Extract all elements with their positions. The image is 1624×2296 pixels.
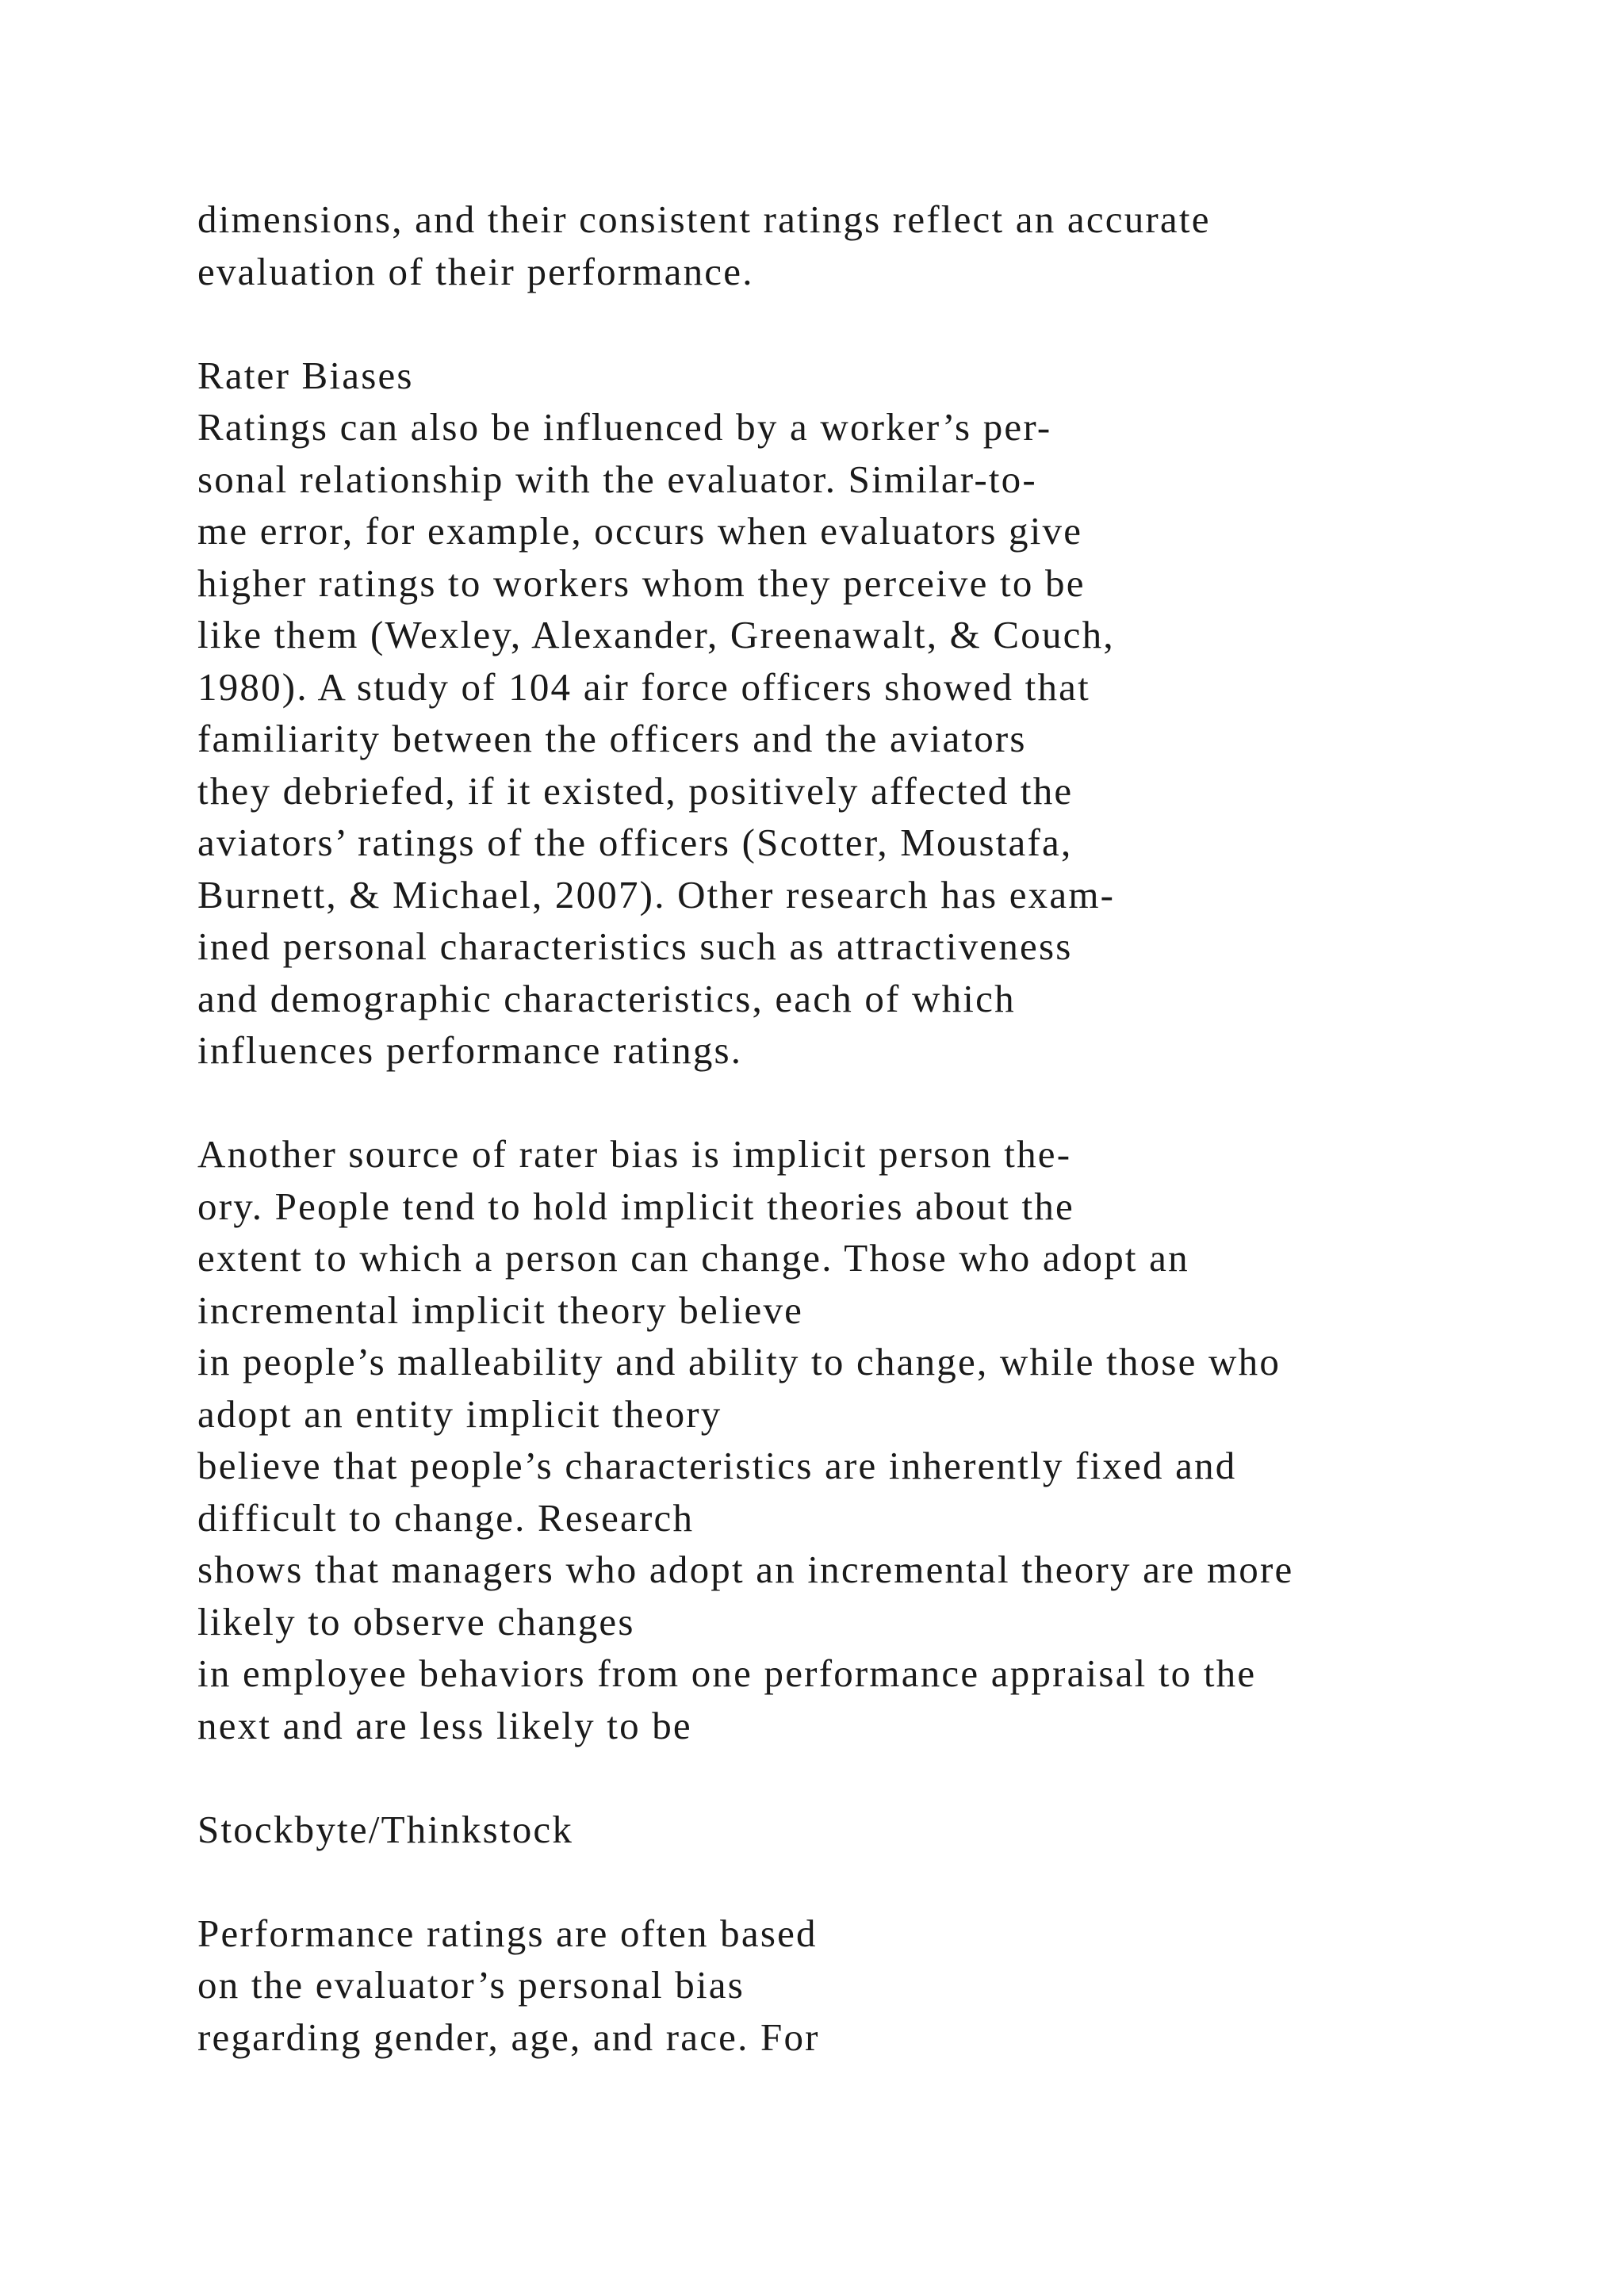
- section-heading: Rater Biases: [197, 353, 414, 397]
- text-line: extent to which a person can change. Those who adopt an: [197, 1236, 1189, 1280]
- text-line: Performance ratings are often based: [197, 1911, 818, 1955]
- text-line: aviators’ ratings of the officers (Scotter, Moustafa,: [197, 821, 1073, 864]
- text-line: difficult to change. Research: [197, 1495, 695, 1540]
- text-line: ory. People tend to hold implicit theories about the: [197, 1184, 1075, 1228]
- text-line: ined personal characteristics such as attractiveness: [197, 924, 1073, 968]
- text-line: regarding gender, age, and race. For: [197, 2015, 820, 2059]
- text-line: adopt an entity implicit theory: [197, 1391, 722, 1436]
- text-line: sonal relationship with the evaluator. Similar-to-: [197, 457, 1037, 501]
- rater-biases-paragraph: [197, 401, 1593, 1077]
- text-line: they debriefed, if it existed, positively affected the: [197, 768, 1074, 813]
- photo-credit: Stockbyte/Thinkstock: [197, 1807, 574, 1851]
- text-line: in people’s malleability and ability to change, while those who: [197, 1340, 1281, 1383]
- paragraph-spacer: [197, 1077, 1593, 1129]
- text-line: likely to observe changes: [197, 1599, 635, 1644]
- text-line: Ratings can also be influenced by a worker’s per-: [197, 405, 1052, 449]
- text-line: shows that managers who adopt an incremental theory are more: [197, 1548, 1294, 1591]
- text-line: evaluation of their performance.: [197, 249, 754, 293]
- text-line: in employee behaviors from one performance appraisal to the: [197, 1651, 1257, 1695]
- text-line: 1980). A study of 104 air force officers showed that: [197, 664, 1090, 709]
- text-line: like them (Wexley, Alexander, Greenawalt, & Couch,: [197, 613, 1115, 656]
- text-line: next and are less likely to be: [197, 1703, 692, 1747]
- text-line: me error, for example, occurs when evaluators give: [197, 509, 1083, 553]
- paragraph-spacer: [197, 297, 1593, 350]
- text-line: dimensions, and their consistent ratings reflect an accurate: [197, 197, 1211, 241]
- document-body: [197, 193, 1593, 2063]
- text-line: familiarity between the officers and the aviators: [197, 717, 1027, 760]
- text-line: believe that people’s characteristics are inherently fixed and: [197, 1444, 1237, 1487]
- implicit-theory-paragraph: [197, 1128, 1593, 1751]
- text-line: incremental implicit theory believe: [197, 1288, 804, 1332]
- text-line: and demographic characteristics, each of which: [197, 976, 1016, 1020]
- text-line: higher ratings to workers whom they perceive to be: [197, 561, 1086, 605]
- text-line: influences performance ratings.: [197, 1028, 743, 1072]
- text-line: on the evaluator’s personal bias: [197, 1963, 745, 2007]
- paragraph-spacer: [197, 1751, 1593, 1804]
- intro-paragraph: [197, 193, 1593, 297]
- paragraph-spacer: [197, 1855, 1593, 1908]
- image-caption: [197, 1908, 1593, 2064]
- text-line: Burnett, & Michael, 2007). Other research has exam-: [197, 872, 1116, 916]
- text-line: Another source of rater bias is implicit person the-: [197, 1132, 1072, 1176]
